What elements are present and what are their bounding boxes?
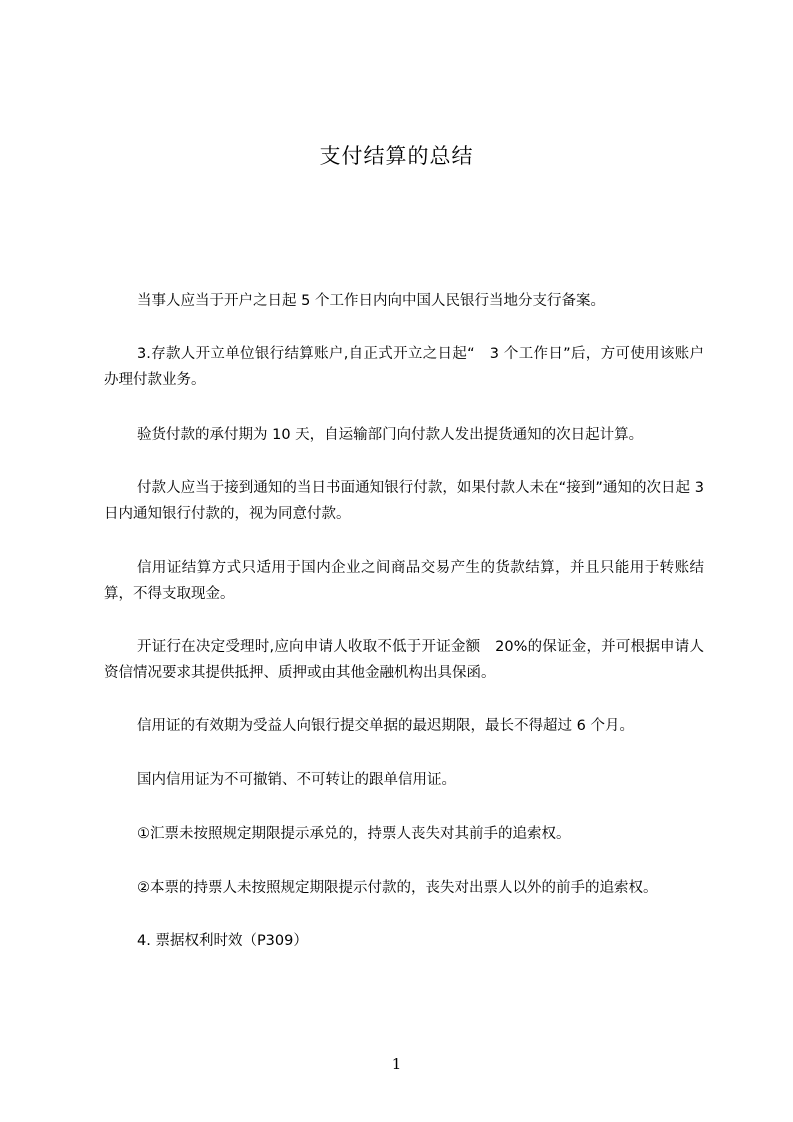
paragraph-promissory-note: ②本票的持票人未按照规定期限提示付款的，丧失对出票人以外的前手的追索权。 xyxy=(137,880,658,896)
document-title: 支付结算的总结 xyxy=(319,144,474,168)
paragraph-filing-deadline: 当事人应当于开户之日起 5 个工作日内向中国人民银行当地分支行备案。 xyxy=(137,293,605,309)
paragraph-validity-period: 信用证的有效期为受益人向银行提交单据的最迟期限，最长不得超过 6 个月。 xyxy=(137,718,634,734)
paragraph-margin-requirement: 开证行在决定受理时,应向申请人收取不低于开证金额 20%的保证金，并可根据申请人资信情况要求其提供抵押、质押或由其他金融机构出具保函。 xyxy=(104,639,704,681)
paragraph-bill-acceptance: ①汇票未按照规定期限提示承兑的，持票人丧失对其前手的追索权。 xyxy=(137,826,571,842)
page-number: 1 xyxy=(391,1055,402,1073)
paragraph-account-usage: 3.存款人开立单位银行结算账户,自正式开立之日起“ 3 个工作日”后，方可使用该账户办理付款业务。 xyxy=(104,346,704,388)
paragraph-irrevocable-credit: 国内信用证为不可撤销、不可转让的跟单信用证。 xyxy=(137,772,456,788)
paragraph-acceptance-period: 验货付款的承付期为 10 天，自运输部门向付款人发出提货通知的次日起计算。 xyxy=(137,427,644,443)
paragraph-payment-notice: 付款人应当于接到通知的当日书面通知银行付款，如果付款人未在“接到”通知的次日起 3 日内通知银行付款的，视为同意付款。 xyxy=(104,480,704,522)
paragraph-section-heading: 4. 票据权利时效（P309） xyxy=(137,933,308,949)
paragraph-letter-of-credit-scope: 信用证结算方式只适用于国内企业之间商品交易产生的货款结算，并且只能用于转账结算，不得支取现金。 xyxy=(104,560,704,602)
